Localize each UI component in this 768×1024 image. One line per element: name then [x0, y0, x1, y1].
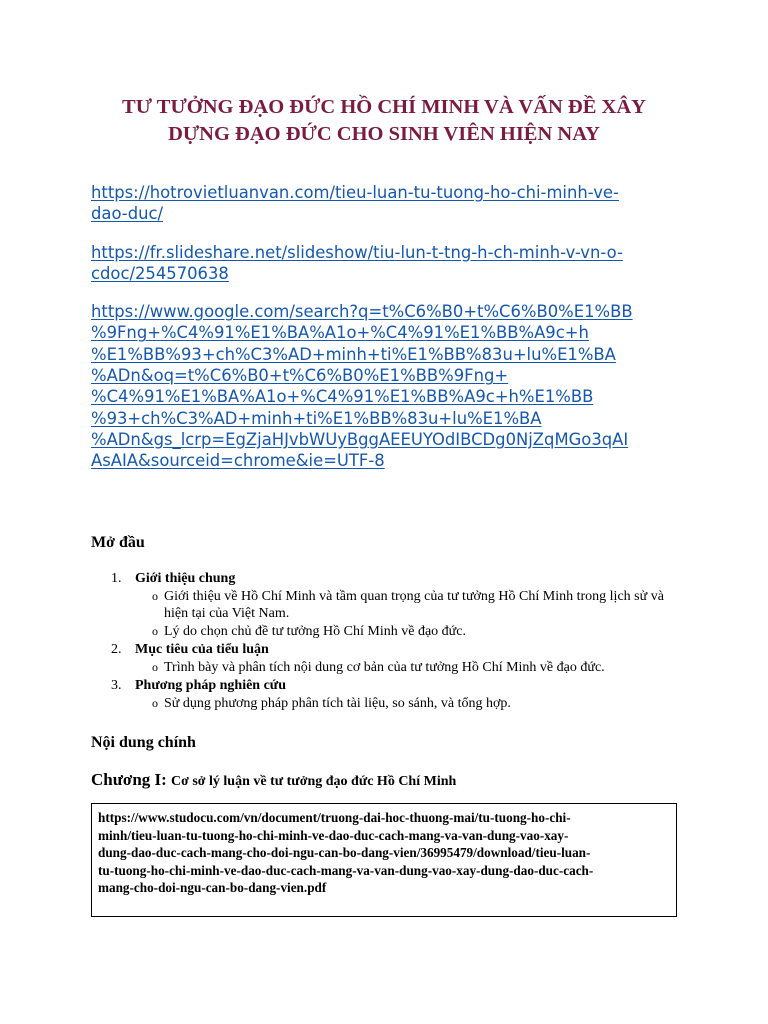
intro-heading: Mở đầu	[91, 534, 145, 551]
outline-bullets	[135, 588, 691, 640]
outline-bullet: o Giới thiệu về Hồ Chí Minh và tầm quan trọng của tư tưởng Hồ Chí Minh trong lịch sử và hiện tại của Việt Nam.	[152, 589, 664, 621]
outline-bullets	[135, 659, 691, 676]
main-content-heading: Nội dung chính	[91, 734, 196, 751]
link-slideshare[interactable]: https://fr.slideshare.net/slideshow/tiu-lun-t-tng-h-ch-minh-v-vn-o- cdoc/254570638	[91, 242, 623, 283]
document-title	[60, 94, 708, 148]
title-line-2: DỰNG ĐẠO ĐỨC CHO SINH VIÊN HIỆN NAY	[168, 123, 600, 145]
outline-bullet: o Sử dụng phương pháp phân tích tài liệu, so sánh, và tổng hợp.	[152, 696, 511, 711]
outline-title: Mục tiêu của tiểu luận	[135, 642, 269, 657]
chapter-heading	[91, 770, 456, 790]
outline-item-1	[91, 570, 691, 640]
bullet-glyph: o	[152, 696, 158, 710]
outline-title: Giới thiệu chung	[135, 571, 236, 586]
outline-title: Phương pháp nghiên cứu	[135, 678, 286, 693]
title-line-1: TƯ TƯỞNG ĐẠO ĐỨC HỒ CHÍ MINH VÀ VẤN ĐỀ XÂY	[122, 96, 646, 118]
link-hotrovietluanvan[interactable]: https://hotrovietluanvan.com/tieu-luan-tu-tuong-ho-chi-minh-ve- dao-duc/	[91, 183, 619, 224]
reference-line: https://www.studocu.com/vn/document/truong-dai-hoc-thuong-mai/tu-tuong-ho-chi-	[98, 810, 571, 825]
intro-outline	[91, 570, 691, 713]
reference-line: dung-dao-duc-cach-mang-cho-doi-ngu-can-bo-dang-vien/36995479/download/tieu-luan-	[98, 845, 591, 861]
bullet-glyph: o	[152, 660, 158, 674]
reference-box	[91, 803, 677, 917]
reference-line: minh/tieu-luan-tu-tuong-ho-chi-minh-ve-dao-duc-cach-mang-va-van-dung-vao-xay-	[98, 827, 569, 843]
outline-bullets	[135, 695, 691, 712]
outline-item-3	[91, 677, 691, 712]
chapter-title: Cơ sở lý luận về tư tưởng đạo đức Hồ Chí Minh	[170, 774, 457, 789]
link-google-search[interactable]: https://www.google.com/search?q=t%C6%B0+t%C6%B0%E1%BB %9Fng+%C4%91%E1%BA%A1o+%C4%91%E1%BB%A9c+h %E1%BB%93+ch%C3%AD+minh+ti%E1%BB%83u+lu%E1%BA %ADn&oq=t%C6%B0+t%C6%B0%E1%BB%9Fng+ %C4%91%E1%BA%A1o+%C4%91%E1%BB%A9c+h%E1%BB %93+ch%C3%AD+minh+ti%E1%BB%83u+lu%E1%BA %ADn&gs_lcrp=EgZjaHJvbWUyBggAEEUYOdIBCDg0NjZqMGo3qAI AsAIA&sourceid=chrome&ie=UTF-8	[91, 302, 633, 471]
outline-bullet: o Trình bày và phân tích nội dung cơ bản của tư tưởng Hồ Chí Minh về đạo đức.	[152, 660, 605, 675]
outline-item-2	[91, 641, 691, 676]
bullet-glyph: o	[152, 589, 158, 603]
outline-number: 1.	[111, 571, 122, 586]
bullet-glyph: o	[152, 624, 158, 638]
reference-line: mang-cho-doi-ngu-can-bo-dang-vien.pdf	[98, 880, 327, 896]
outline-bullet: o Lý do chọn chủ đề tư tưởng Hồ Chí Minh về đạo đức.	[152, 624, 466, 639]
reference-line: tu-tuong-ho-chi-minh-ve-dao-duc-cach-mang-va-van-dung-vao-xay-dung-dao-duc-cach-	[98, 862, 594, 878]
chapter-number: Chương I:	[91, 770, 167, 789]
reference-links	[91, 182, 691, 489]
outline-number: 2.	[111, 642, 122, 657]
outline-number: 3.	[111, 678, 122, 693]
